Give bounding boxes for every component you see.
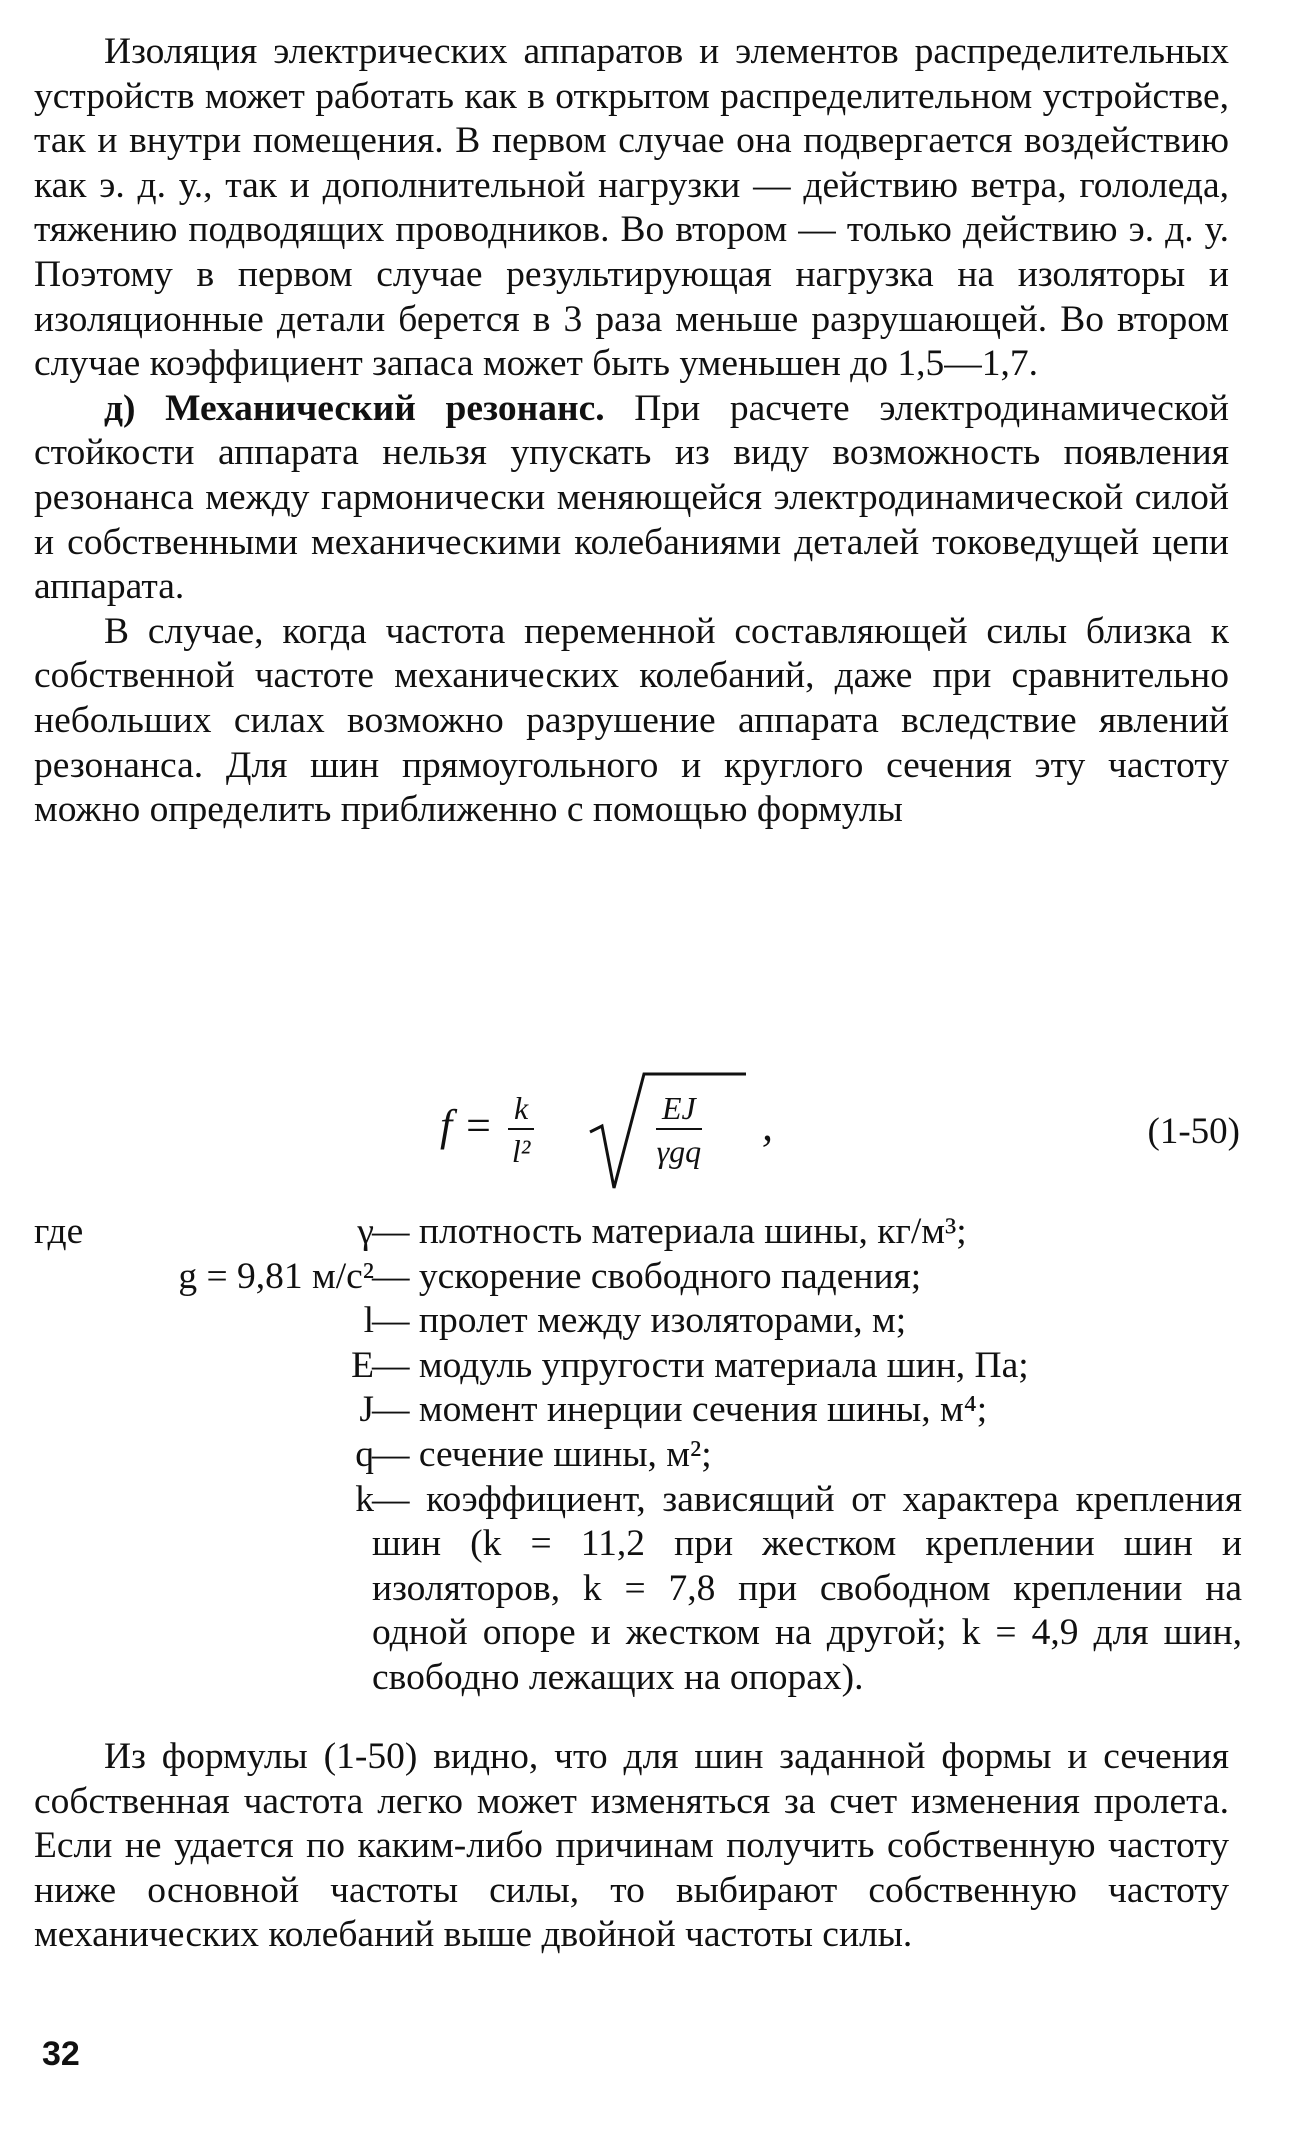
formula-1-50 [440, 1070, 1240, 1200]
legend-description: — момент инерции сечения шины, м⁴; [372, 1389, 988, 1431]
legend-description: — пролет между изоляторами, м; [372, 1300, 907, 1342]
bottom-text-block [34, 1735, 1229, 1958]
legend-symbol: g = 9,81 м/с² [178, 1255, 374, 1297]
symbol-legend [34, 1210, 1242, 1746]
legend-symbol: q [355, 1433, 374, 1475]
legend-row-k [34, 1478, 1242, 1746]
paragraph-frequency: В случае, когда частота переменной составляющей силы близка к собственной частоте механических колебаний, даже при сравнительно небольших силах возможно разрушение аппарата вследствие явлений резонанса. Для шин прямоугольного и круглого сечения эту частоту можно определить приближенно с помощью формулы [34, 610, 1229, 831]
equation-number: (1-50) [1147, 1111, 1240, 1152]
legend-description: — ускорение свободного падения; [372, 1255, 922, 1297]
legend-row [34, 1255, 1229, 1300]
legend-symbol: γ [357, 1211, 374, 1252]
formula-comma: , [762, 1101, 773, 1150]
legend-row [34, 1344, 1229, 1389]
section-heading-resonance: д) Механический резонанс. [104, 387, 605, 429]
legend-row [34, 1433, 1229, 1478]
page-number: 32 [42, 2035, 80, 2073]
legend-row [34, 1299, 1229, 1344]
legend-symbol: E [351, 1344, 374, 1386]
legend-description: — модуль упругости материала шин, Па; [372, 1344, 1029, 1386]
paragraph-conclusion: Из формулы (1-50) видно, что для шин заданной формы и сечения собственная частота легко может изменяться за счет изменения пролета. Если не удается по каким-либо причинам получить собственную частоту ниже основной частоты силы, то выбирают собственную частоту механических колебаний выше двойной частоты силы. [34, 1736, 1229, 1956]
legend-description: — сечение шины, м²; [372, 1433, 712, 1475]
legend-lead-word: где [34, 1211, 84, 1252]
legend-symbol: l [363, 1300, 374, 1342]
paragraph-resonance: д) Механический резонанс. При расчете электродинамической стойкости аппарата нельзя упускать из виду возможность появления резонанса между гармонически меняющейся электродинамической силой и собственными механическими колебаниями деталей токоведущей цепи аппарата. [34, 387, 1229, 608]
legend-description: — коэффициент, зависящий от характера крепления шин (k = 11,2 при жестком креплении шин и изоляторов, k = 7,8 при свободном креплении на одной опоре и жестком на другой; k = 4,9 для шин, свободно лежащих на опорах). [372, 1478, 1242, 1698]
legend-symbol: J [359, 1389, 374, 1431]
top-text-block [34, 30, 1229, 833]
fraction-ej-over-gamma-g-q: EJ γgq [656, 1090, 702, 1169]
legend-description: — плотность материала шины, кг/м³; [372, 1211, 967, 1252]
formula-lhs: f = [440, 1101, 493, 1150]
legend-symbol: k [355, 1478, 374, 1520]
fraction-k-over-l2: $\frac{k}{\text{l²}}$ [508, 1088, 534, 1172]
paragraph-insulation: Изоляция электрических аппаратов и элементов распределительных устройств может работать как в открытом распределительном устройстве, так и внутри помещения. В первом случае она подвергается воздействию как э. д. у., так и дополнительной нагрузки — действию ветра, гололеда, тяжению подводящих проводников. Во втором — только действию э. д. у. Поэтому в первом случае результирующая нагрузка на изоляторы и изоляционные детали берется в 3 раза меньше разрушающей. Во втором случае коэффициент запаса может быть уменьшен до 1,5—1,7. [34, 31, 1229, 385]
legend-row [34, 1210, 1229, 1255]
legend-row [34, 1388, 1229, 1433]
